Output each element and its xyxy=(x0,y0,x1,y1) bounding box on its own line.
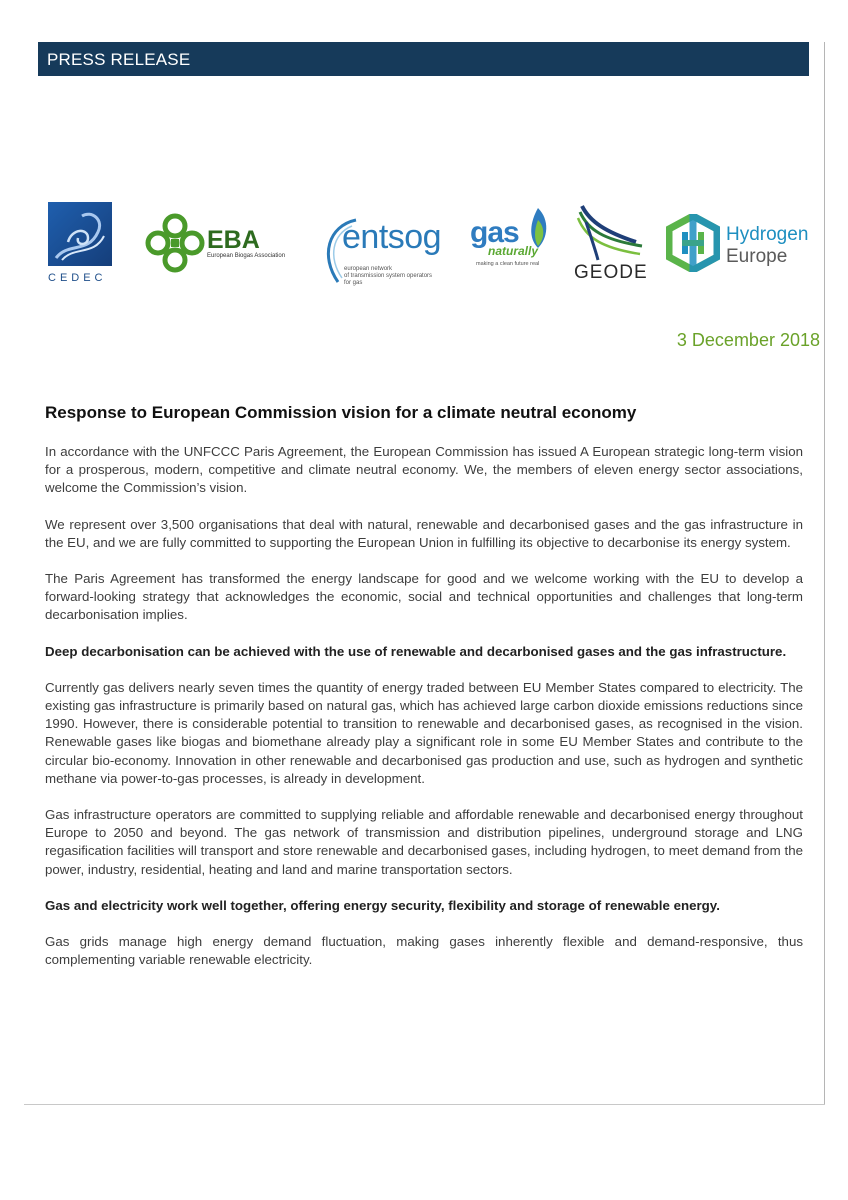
paragraph-6: Gas grids manage high energy demand fluctuation, making gases inherently flexible and demand-responsive, thus complementing variable renewable electricity. xyxy=(45,934,803,968)
gas-naturally-text-gas: gas xyxy=(470,216,519,249)
subheading-1: Deep decarbonisation can be achieved with the use of renewable and decarbonised gases and the gas infrastructure. xyxy=(45,643,787,659)
gas-naturally-subtext: making a clean future real xyxy=(476,261,540,267)
paragraph-5: Gas infrastructure operators are committed to supplying reliable and affordable renewable and decarbonised energy throughout Europe to 2050 and beyond. The gas network of transmission and distribution pipelines, underground storage and LNG regasification facilities will transport and store renewable and decarbonised gases, including hydrogen, to meet demand from the power, industry, residential, heating and land and marine transportation sectors. xyxy=(45,807,803,877)
gas-naturally-logo xyxy=(470,206,552,274)
hydrogen-hexagon-icon xyxy=(666,214,720,272)
geode-wave-icon xyxy=(576,202,646,262)
press-release-header xyxy=(38,42,809,76)
gas-naturally-text-naturally: naturally xyxy=(488,244,539,258)
subheading-2: Gas and electricity work well together, offering energy security, flexibility and storage of renewable energy. xyxy=(45,897,720,913)
eba-logo xyxy=(144,212,294,276)
paragraph-1: In accordance with the UNFCCC Paris Agreement, the European Commission has issued A European strategic long-term vision for a prosperous, modern, competitive and climate neutral economy. We, the members of eleven energy sector associations, welcome the Commission’s vision. xyxy=(45,444,803,496)
eba-clover-icon xyxy=(144,212,206,274)
hydrogen-europe-logo xyxy=(666,214,814,274)
entsog-logo xyxy=(318,214,448,290)
geode-logo-text: GEODE xyxy=(574,262,648,283)
geode-logo xyxy=(574,202,648,284)
paragraph-2: We represent over 3,500 organisations that deal with natural, renewable and decarbonised gases and the gas infrastructure in the EU, and we are fully committed to supporting the European Union in fulfilling its objective to decarbonise its energy system. xyxy=(45,516,803,550)
press-release-body xyxy=(45,402,803,987)
europe-text: Europe xyxy=(726,246,788,267)
hydrogen-text: Hydrogen xyxy=(726,224,809,245)
cedec-logo-text: CEDEC xyxy=(48,272,107,284)
press-release-label: PRESS RELEASE xyxy=(47,50,191,69)
entsog-subtext-3: for gas xyxy=(344,280,363,286)
cedec-emblem-icon xyxy=(48,202,112,266)
cedec-logo xyxy=(44,200,114,290)
paragraph-4: Currently gas delivers nearly seven times the quantity of energy traded between EU Member States compared to electricity. The existing gas infrastructure is primarily based on natural gas, which has achieved large carbon dioxide emissions reductions since 1990. However, there is considerable potential to transition to renewable and decarbonised gases, as recognised in the vision. Renewable gases like biogas and biomethane already play a significant role in some EU Member States and contribute to the circular bio-economy. Innovation in other renewable and decarbonised gas production and use, such as hydrogen and synthetic methane via power-to-gas processes, is already in development. xyxy=(45,679,803,786)
eba-logo-subtext: European Biogas Association xyxy=(207,253,286,259)
entsog-logo-text: entsog xyxy=(342,218,442,256)
release-date: 3 December 2018 xyxy=(676,330,820,350)
press-release-title: Response to European Commission vision for a climate neutral economy xyxy=(45,403,637,422)
right-margin-rule xyxy=(824,42,825,1104)
bottom-rule xyxy=(24,1104,825,1105)
paragraph-3: The Paris Agreement has transformed the energy landscape for good and we welcome working with the EU to develop a forward-looking strategy that acknowledges the economic, social and technical opportunities and challenges that long-term decarbonisation implies. xyxy=(45,571,803,623)
entsog-subtext-1: european network xyxy=(344,266,393,272)
eba-logo-text: EBA xyxy=(207,226,260,254)
entsog-subtext-2: of transmission system operators xyxy=(344,273,433,279)
